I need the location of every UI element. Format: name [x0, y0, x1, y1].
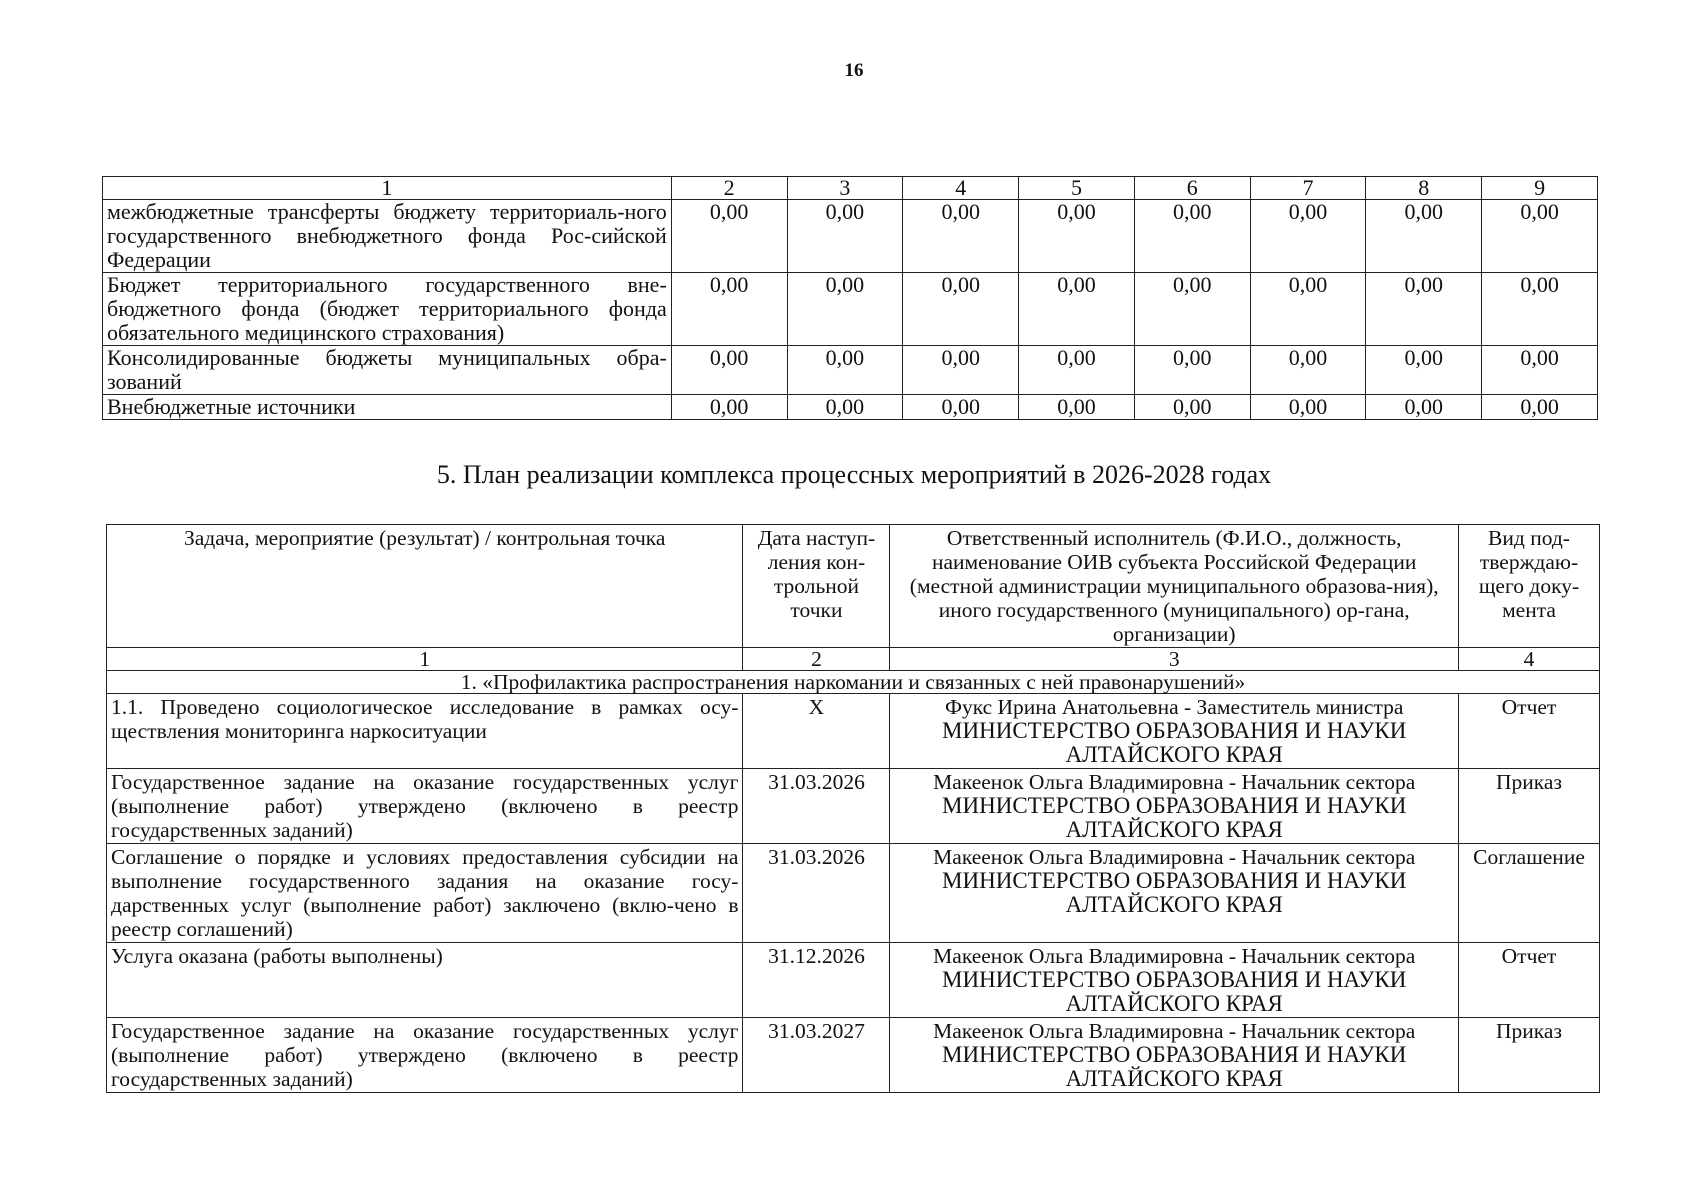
- header-document: Вид под-тверждаю-щего доку-мента: [1459, 525, 1600, 648]
- funding-table-header: [103, 177, 1598, 200]
- responsible-organization: МИНИСТЕРСТВО ОБРАЗОВАНИЯ И НАУКИ АЛТАЙСКОГО КРАЯ: [942, 1042, 1407, 1091]
- date-cell: 31.03.2026: [743, 769, 890, 844]
- responsible-organization: МИНИСТЕРСТВО ОБРАЗОВАНИЯ И НАУКИ АЛТАЙСКОГО КРАЯ: [942, 967, 1407, 1016]
- value-cell: 0,00: [787, 346, 903, 395]
- value-cell: 0,00: [671, 346, 787, 395]
- value-cell: 0,00: [903, 273, 1019, 346]
- responsible-cell: [890, 694, 1459, 769]
- task-cell: Услуга оказана (работы выполнены): [107, 943, 743, 1018]
- responsible-organization: МИНИСТЕРСТВО ОБРАЗОВАНИЯ И НАУКИ АЛТАЙСКОГО КРАЯ: [942, 793, 1407, 842]
- column-number: 2: [671, 177, 787, 200]
- value-cell: 0,00: [1250, 346, 1366, 395]
- value-cell: 0,00: [787, 395, 903, 420]
- task-cell: Государственное задание на оказание государственных услуг (выполнение работ) утверждено (включено в реестр государственных заданий): [107, 769, 743, 844]
- column-number: 6: [1134, 177, 1250, 200]
- task-cell: 1.1. Проведено социологическое исследование в рамках осу-ществления мониторинга наркоситуации: [107, 694, 743, 769]
- header-task: Задача, мероприятие (результат) / контрольная точка: [107, 525, 743, 648]
- value-cell: 0,00: [1019, 346, 1135, 395]
- column-number: 3: [787, 177, 903, 200]
- value-cell: 0,00: [1134, 395, 1250, 420]
- date-cell: X: [743, 694, 890, 769]
- value-cell: 0,00: [1134, 273, 1250, 346]
- value-cell: 0,00: [1482, 346, 1598, 395]
- value-cell: 0,00: [671, 200, 787, 273]
- column-number: 1: [103, 177, 672, 200]
- responsible-person: Макеенок Ольга Владимировна - Начальник сектора: [933, 845, 1416, 869]
- document-type-cell: Приказ: [1459, 1018, 1600, 1093]
- value-cell: 0,00: [1366, 200, 1482, 273]
- value-cell: 0,00: [787, 273, 903, 346]
- table-row: [107, 943, 1600, 1018]
- document-type-cell: Соглашение: [1459, 844, 1600, 943]
- task-cell: Государственное задание на оказание государственных услуг (выполнение работ) утверждено (включено в реестр государственных заданий): [107, 1018, 743, 1093]
- responsible-person: Макеенок Ольга Владимировна - Начальник сектора: [933, 944, 1416, 968]
- column-number: 3: [890, 648, 1459, 671]
- column-number: 7: [1250, 177, 1366, 200]
- header-responsible: Ответственный исполнитель (Ф.И.О., должность, наименование ОИВ субъекта Российской Федерации (местной администрации муниципального образова-ния), иного государственного (муниципального) ор-гана, организации): [890, 525, 1459, 648]
- value-cell: 0,00: [903, 346, 1019, 395]
- column-number: 1: [107, 648, 743, 671]
- table-row: [103, 200, 1598, 273]
- column-number: 4: [903, 177, 1019, 200]
- table-row: [107, 1018, 1600, 1093]
- date-cell: 31.03.2027: [743, 1018, 890, 1093]
- column-number: 8: [1366, 177, 1482, 200]
- column-number: 5: [1019, 177, 1135, 200]
- table-row: [107, 694, 1600, 769]
- date-cell: 31.12.2026: [743, 943, 890, 1018]
- group-title: 1. «Профилактика распространения наркомании и связанных с ней правонарушений»: [107, 671, 1600, 694]
- value-cell: 0,00: [1250, 200, 1366, 273]
- plan-table-index-row: [107, 648, 1600, 671]
- table-row: [107, 844, 1600, 943]
- plan-group-row: [107, 671, 1600, 694]
- value-cell: 0,00: [787, 200, 903, 273]
- responsible-person: Макеенок Ольга Владимировна - Начальник сектора: [933, 1019, 1416, 1043]
- value-cell: 0,00: [671, 395, 787, 420]
- value-cell: 0,00: [1482, 273, 1598, 346]
- column-number: 4: [1459, 648, 1600, 671]
- value-cell: 0,00: [903, 200, 1019, 273]
- column-number: 2: [743, 648, 890, 671]
- plan-table: [106, 524, 1600, 1093]
- column-number: 9: [1482, 177, 1598, 200]
- value-cell: 0,00: [1134, 346, 1250, 395]
- responsible-organization: МИНИСТЕРСТВО ОБРАЗОВАНИЯ И НАУКИ АЛТАЙСКОГО КРАЯ: [942, 718, 1407, 767]
- value-cell: 0,00: [1366, 273, 1482, 346]
- value-cell: 0,00: [1019, 200, 1135, 273]
- document-type-cell: Отчет: [1459, 943, 1600, 1018]
- document-type-cell: Приказ: [1459, 769, 1600, 844]
- funding-table: [102, 176, 1598, 420]
- value-cell: 0,00: [1134, 200, 1250, 273]
- task-cell: Соглашение о порядке и условиях предоставления субсидии на выполнение государственного задания на оказание госу-дарственных услуг (выполнение работ) заключено (вклю-чено в реестр соглашений): [107, 844, 743, 943]
- value-cell: 0,00: [1019, 273, 1135, 346]
- value-cell: 0,00: [1366, 395, 1482, 420]
- document-type-cell: Отчет: [1459, 694, 1600, 769]
- header-date: Дата наступ-ления кон-трольной точки: [743, 525, 890, 648]
- responsible-organization: МИНИСТЕРСТВО ОБРАЗОВАНИЯ И НАУКИ АЛТАЙСКОГО КРАЯ: [942, 868, 1407, 917]
- table-row: [103, 273, 1598, 346]
- responsible-cell: [890, 1018, 1459, 1093]
- plan-table-header: [107, 525, 1600, 648]
- row-label: Бюджет территориального государственного вне-бюджетного фонда (бюджет территориального фонда обязательного медицинского страхования): [103, 273, 672, 346]
- table-row: [107, 769, 1600, 844]
- row-label: Консолидированные бюджеты муниципальных обра-зований: [103, 346, 672, 395]
- page-number: 16: [844, 60, 864, 81]
- value-cell: 0,00: [1482, 395, 1598, 420]
- responsible-cell: [890, 943, 1459, 1018]
- value-cell: 0,00: [1366, 346, 1482, 395]
- row-label: межбюджетные трансферты бюджету территориаль-ного государственного внебюджетного фонда Рос-сийской Федерации: [103, 200, 672, 273]
- table-row: [103, 395, 1598, 420]
- value-cell: 0,00: [1482, 200, 1598, 273]
- section-title: 5. План реализации комплекса процессных мероприятий в 2026-2028 годах: [436, 460, 1272, 489]
- responsible-cell: [890, 844, 1459, 943]
- responsible-person: Макеенок Ольга Владимировна - Начальник сектора: [933, 770, 1416, 794]
- value-cell: 0,00: [1019, 395, 1135, 420]
- date-cell: 31.03.2026: [743, 844, 890, 943]
- table-row: [103, 346, 1598, 395]
- row-label: Внебюджетные источники: [103, 395, 672, 420]
- value-cell: 0,00: [903, 395, 1019, 420]
- value-cell: 0,00: [1250, 273, 1366, 346]
- value-cell: 0,00: [671, 273, 787, 346]
- responsible-cell: [890, 769, 1459, 844]
- value-cell: 0,00: [1250, 395, 1366, 420]
- responsible-person: Фукс Ирина Анатольевна - Заместитель министра: [944, 695, 1404, 719]
